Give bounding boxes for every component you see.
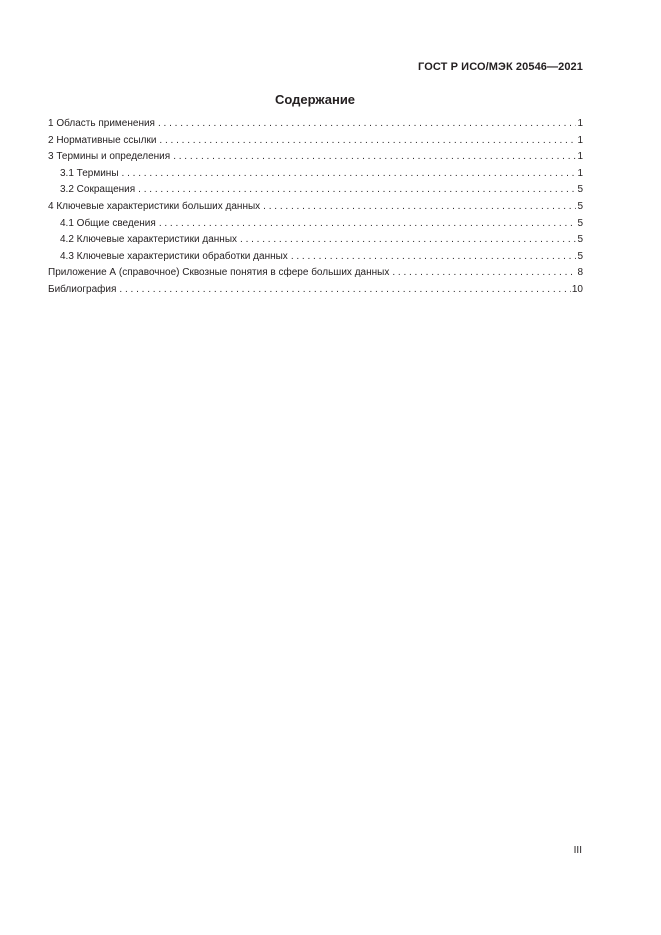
toc-dot-leader: [263, 199, 576, 216]
toc-entry-label: 4.2 Ключевые характеристики данных: [60, 234, 238, 246]
toc-dot-leader: [158, 116, 576, 133]
toc-entry-page: 5: [577, 184, 583, 196]
toc-entry-label: Библиография: [48, 283, 117, 295]
toc-dot-leader: [138, 182, 576, 199]
toc-dot-leader: [159, 133, 576, 150]
toc-entry-label: 4.1 Общие сведения: [60, 217, 156, 229]
toc-entry[interactable]: [48, 282, 583, 299]
toc-dot-leader: [291, 249, 577, 266]
toc-entry-label: 3.2 Сокращения: [60, 184, 136, 196]
toc-entry-page: 8: [577, 267, 583, 279]
toc-dot-leader: [240, 232, 576, 249]
toc-entry[interactable]: [48, 116, 583, 133]
toc-entry-page: 1: [577, 167, 583, 179]
toc-entry-label: 4.3 Ключевые характеристики обработки данных: [60, 250, 288, 262]
toc-entry-page: 1: [577, 134, 583, 146]
document-header-standard-id: ГОСТ Р ИСО/МЭК 20546—2021: [418, 61, 583, 73]
toc-entry-page: 1: [577, 151, 583, 163]
toc-dot-leader: [122, 166, 577, 183]
toc-entry-label: 3.1 Термины: [60, 167, 119, 179]
toc-entry[interactable]: [48, 199, 583, 216]
toc-dot-leader: [119, 282, 570, 299]
toc-entry[interactable]: [48, 166, 583, 183]
toc-entry[interactable]: [48, 265, 583, 282]
toc-entry-label: 2 Нормативные ссылки: [48, 134, 157, 146]
toc-title: Содержание: [274, 92, 356, 107]
toc-entry-page: 10: [571, 283, 583, 295]
toc-entry[interactable]: [48, 149, 583, 166]
toc-list: [48, 116, 583, 299]
toc-dot-leader: [173, 149, 576, 166]
toc-entry-page: 5: [577, 217, 583, 229]
toc-dot-leader: [392, 265, 576, 282]
toc-entry-label: Приложение А (справочное) Сквозные понятия в сфере больших данных: [48, 267, 390, 279]
toc-entry[interactable]: [48, 182, 583, 199]
toc-entry-page: 5: [577, 200, 583, 212]
toc-entry-page: 5: [577, 250, 583, 262]
toc-entry[interactable]: [48, 232, 583, 249]
toc-entry-page: 1: [577, 118, 583, 129]
toc-entry-label: 4 Ключевые характеристики больших данных: [48, 200, 261, 212]
page-number: III: [573, 845, 582, 856]
toc-entry[interactable]: [48, 249, 583, 266]
toc-entry[interactable]: [48, 216, 583, 233]
toc-dot-leader: [159, 216, 577, 233]
toc-entry-page: 5: [577, 234, 583, 246]
toc-entry-label: 3 Термины и определения: [48, 151, 171, 163]
toc-entry[interactable]: [48, 133, 583, 150]
toc-entry-label: 1 Область применения: [48, 118, 155, 129]
